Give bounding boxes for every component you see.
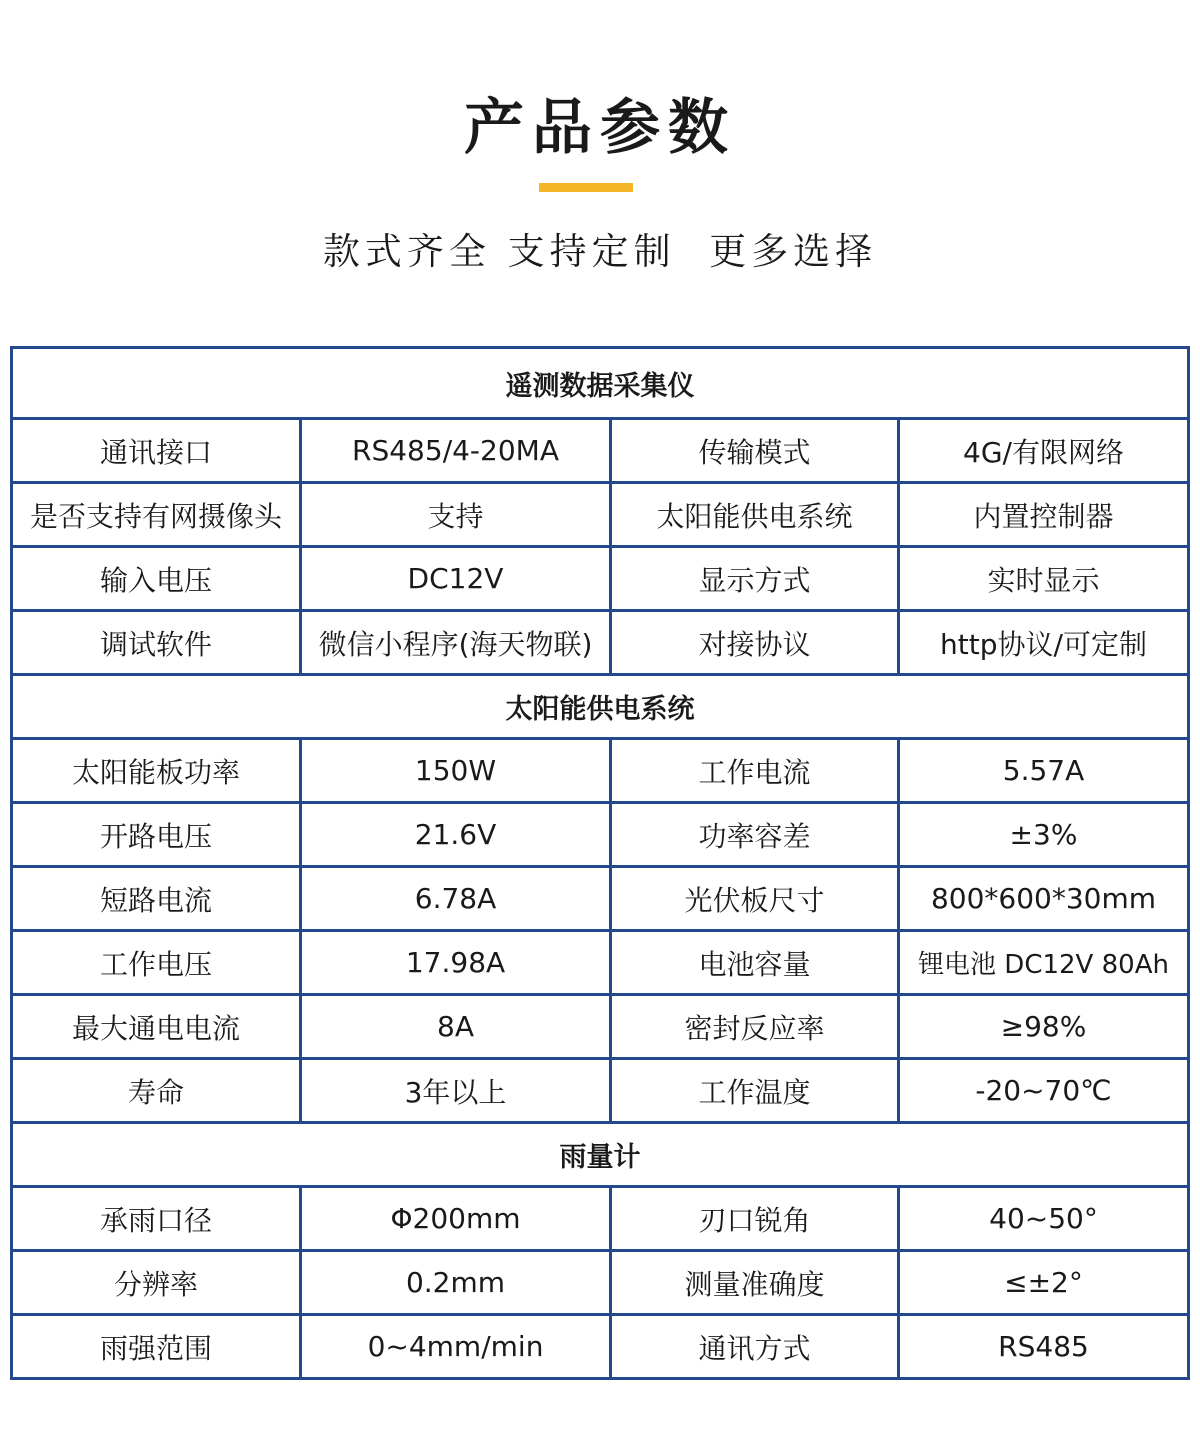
param-label: 寿命 xyxy=(12,1059,301,1123)
param-value: 800*600*30mm xyxy=(899,867,1189,931)
table-row xyxy=(12,1251,1189,1315)
param-value: RS485 xyxy=(899,1315,1189,1379)
param-label: 工作电压 xyxy=(12,931,301,995)
param-value: ≥98% xyxy=(899,995,1189,1059)
param-value: 支持 xyxy=(301,483,611,547)
param-label: 太阳能供电系统 xyxy=(611,483,899,547)
table-row xyxy=(12,1059,1189,1123)
section-header-row xyxy=(12,675,1189,739)
section-header-row xyxy=(12,1123,1189,1187)
param-label: 功率容差 xyxy=(611,803,899,867)
param-value: -20~70℃ xyxy=(899,1059,1189,1123)
param-label: 工作电流 xyxy=(611,739,899,803)
table-row xyxy=(12,867,1189,931)
table-row xyxy=(12,547,1189,611)
param-value: http协议/可定制 xyxy=(899,611,1189,675)
param-label: 短路电流 xyxy=(12,867,301,931)
param-value: 21.6V xyxy=(301,803,611,867)
param-value: 3年以上 xyxy=(301,1059,611,1123)
param-label: 通讯接口 xyxy=(12,419,301,483)
param-value: Φ200mm xyxy=(301,1187,611,1251)
table-row xyxy=(12,995,1189,1059)
param-value: 6.78A xyxy=(301,867,611,931)
param-label: 输入电压 xyxy=(12,547,301,611)
param-label: 分辨率 xyxy=(12,1251,301,1315)
param-label: 承雨口径 xyxy=(12,1187,301,1251)
table-row xyxy=(12,611,1189,675)
table-row xyxy=(12,483,1189,547)
param-value: 锂电池 DC12V 80Ah xyxy=(899,931,1189,995)
param-value: 实时显示 xyxy=(899,547,1189,611)
section-header-row xyxy=(12,348,1189,419)
param-value: 微信小程序(海天物联) xyxy=(301,611,611,675)
param-label: 测量准确度 xyxy=(611,1251,899,1315)
param-value: ≤±2° xyxy=(899,1251,1189,1315)
title-accent-bar xyxy=(539,183,633,192)
page-subtitle: 款式齐全 支持定制 更多选择 xyxy=(322,230,878,273)
table-row xyxy=(12,1315,1189,1379)
param-label: 是否支持有网摄像头 xyxy=(12,483,301,547)
param-value: 5.57A xyxy=(899,739,1189,803)
param-value: 8A xyxy=(301,995,611,1059)
param-value: 内置控制器 xyxy=(899,483,1189,547)
param-value: 40~50° xyxy=(899,1187,1189,1251)
section-title: 雨量计 xyxy=(12,1123,1189,1187)
param-value: RS485/4-20MA xyxy=(301,419,611,483)
section-title: 太阳能供电系统 xyxy=(12,675,1189,739)
page-title: 产品参数 xyxy=(464,93,736,163)
table-row xyxy=(12,1187,1189,1251)
parameter-table xyxy=(10,346,1190,1380)
param-value: 150W xyxy=(301,739,611,803)
table-row xyxy=(12,419,1189,483)
table-row xyxy=(12,739,1189,803)
param-value: 0~4mm/min xyxy=(301,1315,611,1379)
table-row xyxy=(12,931,1189,995)
param-label: 雨强范围 xyxy=(12,1315,301,1379)
param-value: 17.98A xyxy=(301,931,611,995)
param-label: 刃口锐角 xyxy=(611,1187,899,1251)
param-label: 工作温度 xyxy=(611,1059,899,1123)
param-value: 4G/有限网络 xyxy=(899,419,1189,483)
param-value: DC12V xyxy=(301,547,611,611)
param-label: 太阳能板功率 xyxy=(12,739,301,803)
param-label: 最大通电电流 xyxy=(12,995,301,1059)
param-label: 开路电压 xyxy=(12,803,301,867)
param-label: 对接协议 xyxy=(611,611,899,675)
param-label: 密封反应率 xyxy=(611,995,899,1059)
param-label: 传输模式 xyxy=(611,419,899,483)
param-label: 调试软件 xyxy=(12,611,301,675)
param-label: 显示方式 xyxy=(611,547,899,611)
param-label: 光伏板尺寸 xyxy=(611,867,899,931)
param-value: 0.2mm xyxy=(301,1251,611,1315)
param-label: 通讯方式 xyxy=(611,1315,899,1379)
section-title: 遥测数据采集仪 xyxy=(12,348,1189,419)
table-row xyxy=(12,803,1189,867)
param-value: ±3% xyxy=(899,803,1189,867)
param-label: 电池容量 xyxy=(611,931,899,995)
